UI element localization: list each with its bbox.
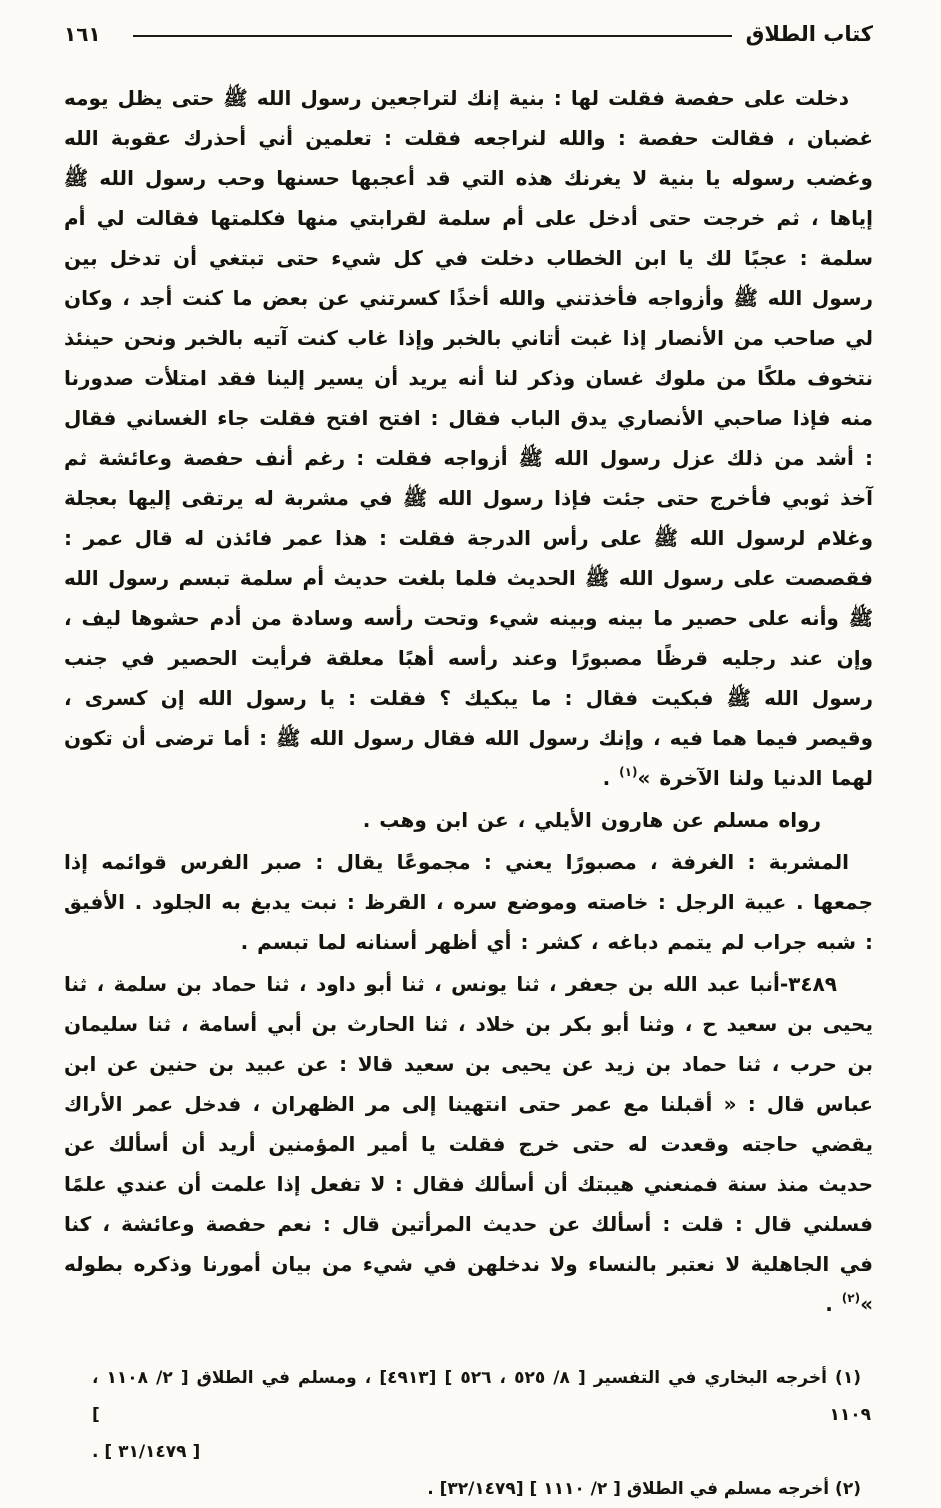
hadith-3489-closing: . [825, 1292, 842, 1316]
footnote-ref-2: (٢) [841, 1291, 861, 1305]
page-number: ١٦١ [64, 22, 101, 46]
narration-source: رواه مسلم عن هارون الأيلي ، عن ابن وهب . [362, 808, 821, 832]
hadith-number: ٣٤٨٩-أنبا [749, 972, 837, 996]
footnote-2: (٢) أخرجه مسلم في الطلاق [ ٢/ ١١١٠ ] [٣٢/١٤٧٩] . [427, 1479, 861, 1499]
hadith-3489-paragraph [64, 964, 873, 1324]
chapter-title: كتاب الطلاق [745, 22, 873, 46]
page-header [64, 22, 873, 46]
header-rule [133, 35, 732, 37]
hadith-3489-text: عبد الله بن جعفر ، ثنا يونس ، ثنا أبو داود ، ثنا حماد بن سلمة ، ثنا يحيى بن سعيد ح ، وثنا أبو بكر بن خلاد ، ثنا الحارث بن أبي أسامة ، ثنا سليمان بن حرب ، ثنا حماد بن زيد عن يحيى بن سعيد قالا : عن عبيد بن حنين عن ابن عباس قال : « أقبلنا مع عمر حتى انتهينا إلى مر الظهران ، فدخل عمر الأراك يقضي حاجته وقعدت له حتى خرج فقلت يا أمير المؤمنين أريد أن أسألك عن حديث منذ سنة فمنعني هيبتك أن أسألك فقال : لا تفعل إذا علمت أن عندي علمًا فسلني قال : قلت : أسألك عن حديث المرأتين قال : نعم حفصة وعائشة ، كنا في الجاهلية لا نعتبر بالنساء ولا ندخلهن في شيء من بيان أمورنا وذكره بطوله » [64, 972, 873, 1316]
footnote-1-line-1: (١) أخرجه البخاري في التفسير [ ٨/ ٥٢٥ ، ٥٢٦ ] [٤٩١٣] ، ومسلم في الطلاق [ ٢/ ١١٠٨ ، ١١٠٩ ] [92, 1368, 871, 1425]
hadith-umar-paragraph [64, 78, 873, 798]
page-body [64, 78, 873, 1324]
hadith-umar-closing: . [602, 766, 620, 790]
footnote-1-line-2: [ ٣١/١٤٧٩ ] . [92, 1442, 201, 1462]
footnote-ref-1: (١) [619, 765, 638, 779]
footnotes-section [92, 1360, 871, 1508]
glossary-paragraph: المشربة : الغرفة ، مصبورًا يعني : مجموعًا يقال : صبر الفرس قوائمه إذا جمعها . عيبة الرجل : خاصته وموضع سره ، القرظ : نبت يدبغ به الجلود . الأفيق : شبه جراب لم يتمم دباغه ، كشر : أي أظهر أسنانه لما تبسم . [64, 850, 873, 954]
hadith-umar-text: دخلت على حفصة فقلت لها : بنية إنك لتراجعين رسول الله ﷺ حتى يظل يومه غضبان ، فقالت حفصة : والله لنراجعه فقلت : تعلمين أني أحذرك عقوبة الله وغضب رسوله يا بنية لا يغرنك هذه التي قد أعجبها حسنها وحب رسول الله ﷺ إياها ، ثم خرجت حتى أدخل على أم سلمة لقرابتي منها فكلمتها فقالت لي أم سلمة : عجبًا لك يا ابن الخطاب دخلت في كل شيء حتى تبتغي أن تدخل بين رسول الله ﷺ وأزواجه فأخذتني والله أخذًا كسرتني عن بعض ما كنت أجد ، وكان لي صاحب من الأنصار إذا غبت أتاني بالخبر وإذا غاب كنت آتيه بالخبر ونحن حينئذ نتخوف ملكًا من ملوك غسان وذكر لنا أنه يريد أن يسير إلينا فقد امتلأت صدورنا منه فإذا صاحبي الأنصاري يدق الباب فقال : افتح افتح فقلت جاء الغساني فقال : أشد من ذلك عزل رسول الله ﷺ أزواجه فقلت : رغم أنف حفصة وعائشة ثم آخذ ثوبي فأخرج حتى جئت فإذا رسول الله ﷺ في مشربة له يرتقى إليها بعجلة وغلام لرسول الله ﷺ على رأس الدرجة فقلت : هذا عمر فائذن له قال عمر : فقصصت على رسول الله ﷺ الحديث فلما بلغت حديث أم سلمة تبسم رسول الله ﷺ وأنه على حصير ما بينه وبينه شيء وتحت رأسه وسادة من أدم حشوها ليف ، وإن عند رجليه قرظًا مصبورًا وعند رأسه أهبًا معلقة فرأيت الحصير في جنب رسول الله ﷺ فبكيت فقال : ما يبكيك ؟ فقلت : يا رسول الله إن كسرى ، وقيصر فيما هما فيه ، وإنك رسول الله فقال رسول الله ﷺ : أما ترضى أن تكون لهما الدنيا ولنا الآخرة » [64, 86, 873, 790]
